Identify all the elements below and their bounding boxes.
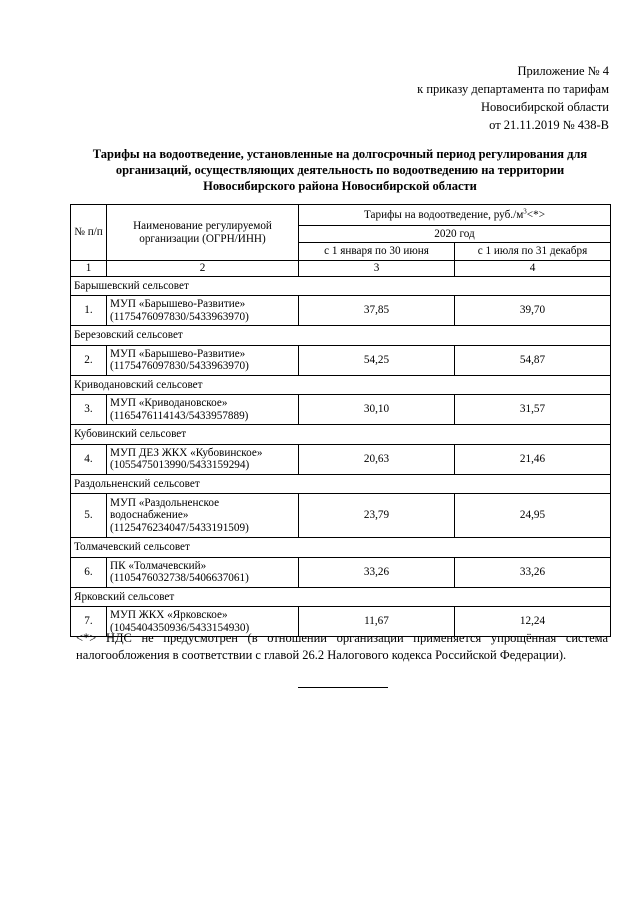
- tariff-value: 21,46: [455, 444, 611, 474]
- org-ids: (1045404350936/5433154930): [110, 621, 250, 634]
- group-row: Криводановский сельсовет: [71, 375, 611, 395]
- tariff-value: 33,26: [455, 557, 611, 587]
- footnote-text: НДС не предусмотрен (в отношении организации применяется упрощённая система налогообложения в соответствии с главой 26.2 Налогового кодекса Российской Федерации).: [76, 631, 608, 662]
- appendix-line: Приложение № 4: [517, 64, 609, 78]
- tariff-value: 30,10: [299, 395, 455, 425]
- row-number: 2.: [71, 345, 107, 375]
- column-number: 2: [107, 261, 299, 277]
- org-cell: [107, 494, 299, 538]
- column-number: 3: [299, 261, 455, 277]
- tariff-value: 54,25: [299, 345, 455, 375]
- tariff-value: 20,63: [299, 444, 455, 474]
- appendix-line: к приказу департамента по тарифам: [417, 82, 609, 96]
- footnote: [76, 630, 608, 664]
- tariff-value: 39,70: [455, 296, 611, 326]
- footnote-mark: <*>: [76, 631, 97, 645]
- org-ids: (1175476097830/5433963970): [110, 360, 249, 372]
- title-line: Новосибирского района Новосибирской области: [203, 179, 477, 193]
- header-period-1: с 1 января по 30 июня: [299, 243, 455, 261]
- org-name: МУП «Барышево-Развитие»: [110, 298, 246, 310]
- header-tariff: [299, 205, 611, 226]
- appendix-line: от 21.11.2019 № 438-В: [489, 118, 609, 132]
- org-ids: (1105476032738/5406637061): [110, 572, 249, 584]
- header-tariff-footnote-mark: <*>: [526, 208, 546, 221]
- org-cell: [107, 345, 299, 375]
- org-cell: [107, 557, 299, 587]
- org-cell: [107, 395, 299, 425]
- row-number: 3.: [71, 395, 107, 425]
- tariff-value: 23,79: [299, 494, 455, 538]
- org-name: МУП «Криводановское»: [110, 397, 228, 409]
- org-name: МУП ЖКХ «Ярковское»: [110, 609, 228, 621]
- org-ids: (1055475013990/5433159294): [110, 459, 250, 471]
- org-cell: [107, 296, 299, 326]
- tariff-value: 31,57: [455, 395, 611, 425]
- group-row: Раздольненский сельсовет: [71, 474, 611, 494]
- appendix-header: [417, 62, 609, 134]
- org-ids: (1125476234047/5433191509): [110, 521, 249, 534]
- title-line: организаций, осуществляющих деятельность по водоотведению на территории: [115, 163, 565, 177]
- row-number: 7.: [71, 607, 107, 637]
- org-name: МУП «Барышево-Развитие»: [110, 347, 246, 360]
- org-name-cont: водоснабжение»: [110, 509, 189, 522]
- org-ids: (1165476114143/5433957889): [110, 409, 249, 422]
- group-row: Кубовинский сельсовет: [71, 425, 611, 445]
- header-tariff-text: Тарифы на водоотведение, руб./м: [363, 208, 524, 221]
- tariff-value: 54,87: [455, 345, 611, 375]
- group-row: Барышевский сельсовет: [71, 276, 611, 296]
- group-row: Березовский сельсовет: [71, 326, 611, 346]
- group-row: Толмачевский сельсовет: [71, 538, 611, 558]
- document-title: [70, 146, 610, 194]
- org-ids: (1175476097830/5433963970): [110, 310, 249, 323]
- group-row: Ярковский сельсовет: [71, 587, 611, 607]
- header-num: № п/п: [71, 205, 107, 261]
- row-number: 1.: [71, 296, 107, 326]
- tariff-value: 12,24: [455, 607, 611, 637]
- org-cell: [107, 444, 299, 474]
- tariff-value: 24,95: [455, 494, 611, 538]
- tariff-value: 11,67: [299, 607, 455, 637]
- row-number: 4.: [71, 444, 107, 474]
- closing-rule: [298, 687, 388, 688]
- header-org: Наименование регулируемой организации (ОГРН/ИНН): [107, 205, 299, 261]
- tariff-table: [70, 204, 611, 637]
- header-year: 2020 год: [299, 226, 611, 243]
- row-number: 5.: [71, 494, 107, 538]
- header-period-2: с 1 июля по 31 декабря: [455, 243, 611, 261]
- appendix-line: Новосибирской области: [480, 100, 609, 114]
- tariff-value: 37,85: [299, 296, 455, 326]
- row-number: 6.: [71, 557, 107, 587]
- column-number: 1: [71, 261, 107, 277]
- org-name: МУП ДЕЗ ЖКХ «Кубовинское»: [110, 446, 263, 459]
- title-line: Тарифы на водоотведение, установленные на долгосрочный период регулирования для: [92, 147, 588, 161]
- tariff-value: 33,26: [299, 557, 455, 587]
- header-tariff-sup: 3: [523, 207, 527, 216]
- org-name: ПК «Толмачевский»: [110, 559, 207, 572]
- org-name: МУП «Раздольненское: [110, 496, 220, 509]
- column-number: 4: [455, 261, 611, 277]
